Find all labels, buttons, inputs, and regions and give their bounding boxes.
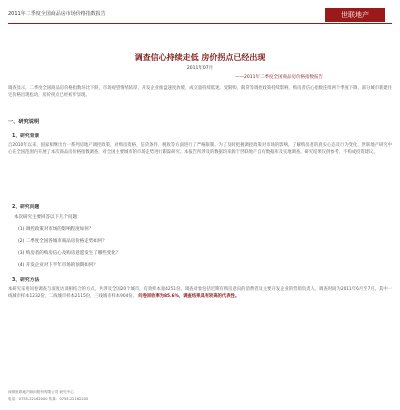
- header-doc-title: 2011年二季度全国商品房市场价格指数报告: [8, 11, 106, 17]
- page-title: 调查信心持续走低 房价拐点已经出现: [134, 53, 266, 62]
- report-subtitle: ——2011年二季度全国商品房价格指数报告: [235, 75, 323, 80]
- questions-lead: 本次研究主要回答以下几个问题：: [14, 215, 82, 220]
- question-item: (3) 购房者的购房信心及购房意愿发生了哪些变化？: [18, 251, 121, 256]
- method-text: 本研究采用问卷调查与深度访谈相结合的方式，共涉及全国20个城市，有效样本量4251份。调查对象包括近期有购房意向的消费者及主要开发企业的营销负责人，调查时间为2011年6月至7月。其中一线城市样本1232份，二线城市样本2115份，三线城市样本904份。: [8, 287, 392, 299]
- method-highlight: 问卷回收率为85.6%，调查结果具有较高的代表性。: [138, 293, 240, 299]
- subsection-heading-questions: 2、研究问题: [12, 205, 40, 210]
- method-paragraph: [8, 287, 392, 300]
- intro-paragraph: 调查显示，二季度全国商品房价格指数环比下跌，市场观望情绪浓厚，开发企业推盘速度放缓，成交量持续低迷。受限购、限贷等调控政策持续影响，购房者信心指数连续两个季度下降，部分城市新建住宅价格出现松动，房价拐点已经初步显现。: [8, 86, 392, 98]
- section-heading-research: 一、研究说明: [8, 119, 40, 125]
- background-paragraph: 自2010年以来，国家相继出台一系列房地产调控政策，对购房资格、信贷条件、税收等方面进行了严格限制。为了及时把握调控政策对市场的影响，了解购房者的真实心态及行为变化，世联地产研究中心在全国范围内开展了本次商品房价格指数调查，对全国主要城市的市场走势进行跟踪研究。本报告所涉及的数据均来源于世联地产自有数据库及实地调查。研究结果仅供参考，不构成投资建议。: [8, 143, 392, 155]
- question-item: (1) 调控政策对市场的影响程度如何？: [18, 227, 94, 232]
- report-date: 2011年07月: [186, 66, 214, 71]
- footer-company: 深圳世联地产顾问股份有限公司 研究中心: [8, 390, 74, 394]
- company-logo: 世联地产: [325, 8, 385, 22]
- question-item: (2) 二季度全国各城市商品房价格走势如何？: [18, 239, 107, 244]
- subsection-heading-method: 3、研究方法: [12, 278, 40, 283]
- header-divider: [8, 23, 392, 24]
- subsection-heading-background: 1、研究背景: [12, 134, 40, 139]
- footer-contact: 电话：0755-22162000 传真：0755-22162200: [8, 397, 89, 401]
- question-item: (4) 开发企业对下半年市场的预期如何？: [18, 263, 98, 268]
